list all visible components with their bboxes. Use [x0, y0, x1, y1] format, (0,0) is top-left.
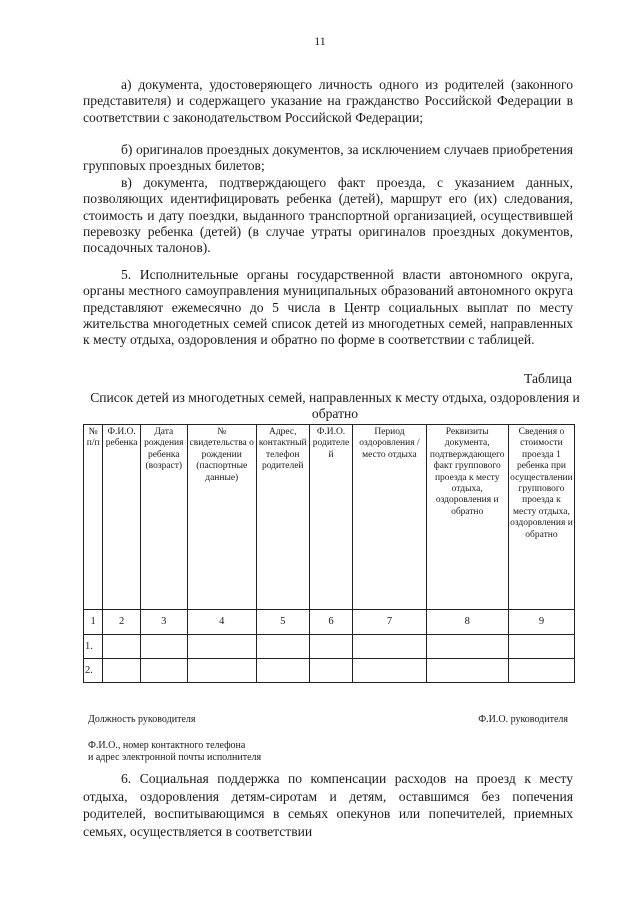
table-caption: Таблица: [524, 371, 572, 386]
table-cell: [426, 635, 508, 659]
contact-line-1: Ф.И.О., номер контактного телефона: [88, 740, 246, 751]
table-cell: [256, 635, 309, 659]
paragraph-6: 6. Социальная поддержка по компенсации расходов на проезд к месту отдыха, оздоровления детям-сиротам и детям, оставшимся без попечения родителей, воспитывающимся в семьях опекунов или попечителей, приемных семьях, осуществляется в соответствии: [83, 771, 573, 839]
table-cell: [508, 635, 574, 659]
table-cell: [508, 659, 574, 683]
table-row: [84, 659, 575, 683]
children-table: [83, 424, 575, 683]
column-number: 9: [508, 610, 574, 635]
contact-line-2: и адрес электронной почты исполнителя: [88, 752, 262, 763]
paragraph-v: в) документа, подтверждающего факт проезда, с указанием данных, позволяющих идентифицировать ребенка (детей), маршрут его (их) следования, стоимость и дату поездки, выданного транспортной организацией, осуществившей перевозку ребенка (детей) (в случае утраты оригиналов проездных документов, посадочных талонов).: [83, 175, 573, 256]
column-number: 7: [353, 610, 426, 635]
header-cell-birth-certificate: № свидетельства о рождении (паспортные данные): [187, 425, 256, 610]
header-cell-parents-name: Ф.И.О. родителей: [309, 425, 353, 610]
table-cell: [309, 635, 353, 659]
table-cell: 1.: [84, 635, 103, 659]
column-number: 4: [187, 610, 256, 635]
table-title: Список детей из многодетных семей, направленных к месту отдыха, оздоровления и обратно: [90, 390, 580, 421]
table-cell: 2.: [84, 659, 103, 683]
signature-position-label: Должность руководителя: [88, 714, 196, 725]
table-cell: [103, 659, 141, 683]
column-number: 3: [140, 610, 187, 635]
table-cell: [140, 659, 187, 683]
table-cell: [140, 635, 187, 659]
table-cell: [103, 635, 141, 659]
header-cell-birth-date: Дата рождения ребенка (возраст): [140, 425, 187, 610]
table-header-row: [84, 425, 575, 610]
paragraph-5: 5. Исполнительные органы государственной власти автономного округа, органы местного самоуправления муниципальных образований автономного округа представляют ежемесячно до 5 числа в Центр социальных выплат по месту жительства многодетных семей список детей из многодетных семей, направленных к месту отдыха, оздоровления и обратно по форме в соответствии с таблицей.: [83, 267, 573, 348]
column-number: 1: [84, 610, 103, 635]
column-number: 2: [103, 610, 141, 635]
column-number: 5: [256, 610, 309, 635]
table-cell: [187, 635, 256, 659]
header-cell-period-place: Период оздоровления /место отдыха: [353, 425, 426, 610]
page-number: 11: [314, 34, 326, 48]
header-cell-document-details: Реквизиты документа, подтверждающего факт группового проезда к месту отдыха, оздоровления и обратно: [426, 425, 508, 610]
table-cell: [309, 659, 353, 683]
paragraph-a: а) документа, удостоверяющего личность одного из родителей (законного представителя) и содержащего указание на гражданство Российской Федерации в соответствии с законодательством Российской Федерации;: [83, 77, 573, 125]
header-cell-travel-cost: Сведения о стоимости проезда 1 ребенка при осуществлении группового проезда к месту отдыха, оздоровления и обратно: [508, 425, 574, 610]
paragraph-b: б) оригиналов проездных документов, за исключением случаев приобретения групповых проездных билетов;: [83, 142, 573, 174]
table-cell: [187, 659, 256, 683]
table-cell: [426, 659, 508, 683]
table-cell: [256, 659, 309, 683]
table-column-numbers-row: [84, 610, 575, 635]
column-number: 6: [309, 610, 353, 635]
table-cell: [353, 659, 426, 683]
column-number: 8: [426, 610, 508, 635]
header-cell-number: № п/п: [84, 425, 103, 610]
header-cell-child-name: Ф.И.О. ребенка: [103, 425, 141, 610]
signature-name-label: Ф.И.О. руководителя: [478, 714, 568, 725]
table-row: [84, 635, 575, 659]
header-cell-address-phone: Адрес, контактный телефон родителей: [256, 425, 309, 610]
table-cell: [353, 635, 426, 659]
